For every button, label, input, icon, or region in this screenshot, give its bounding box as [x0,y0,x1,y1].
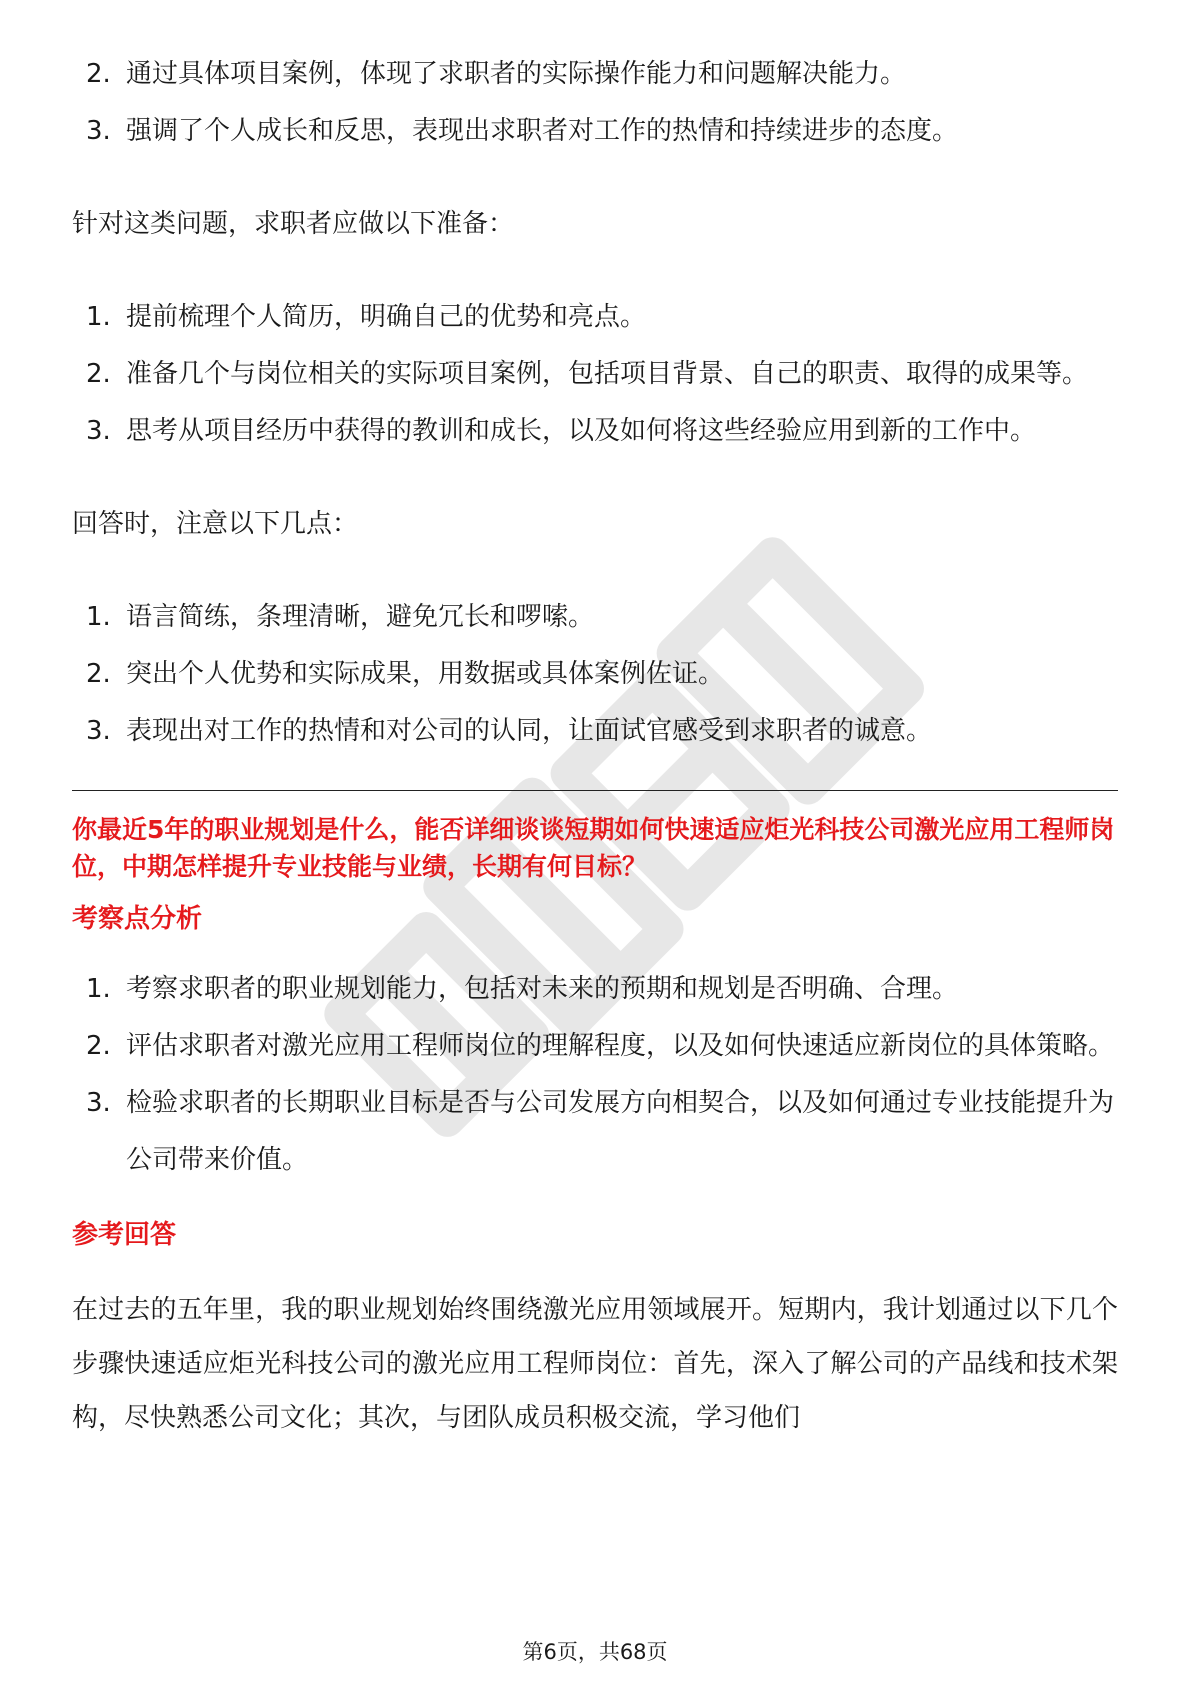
list-item [72,1018,1118,1075]
list-item [72,961,1118,1018]
list-item [72,103,1118,160]
list-number: 3. [86,716,111,746]
list-item [72,1075,1118,1189]
analysis-list [72,961,1118,1189]
list-item [72,346,1118,403]
list-text: 强调了个人成长和反思，表现出求职者对工作的热情和持续进步的态度。 [126,116,959,146]
list-number: 2. [86,359,111,389]
list-number: 3. [86,1088,111,1118]
list-text: 通过具体项目案例，体现了求职者的实际操作能力和问题解决能力。 [126,59,907,89]
prep-intro: 针对这类问题，求职者应做以下准备： [72,209,515,239]
answer-list [72,589,1118,760]
answer-intro: 回答时，注意以下几点： [72,509,359,539]
list-number: 3. [86,416,111,446]
list-number: 1. [86,302,111,332]
list-text: 表现出对工作的热情和对公司的认同，让面试官感受到求职者的诚意。 [126,716,933,746]
list-text: 提前梳理个人简历，明确自己的优势和亮点。 [126,302,647,332]
interview-question: 你最近5年的职业规划是什么，能否详细谈谈短期如何快速适应炬光科技公司激光应用工程师岗位，中期怎样提升专业技能与业绩，长期有何目标？ [72,815,1115,881]
list-text: 语言简练，条理清晰，避免冗长和啰嗦。 [126,602,595,632]
list-item [72,46,1118,103]
prep-list [72,289,1118,460]
list-item [72,403,1118,460]
page-content [72,46,1118,1445]
list-number: 2. [86,659,111,689]
section-divider [72,790,1118,791]
list-number: 2. [86,59,111,89]
list-number: 3. [86,116,111,146]
reference-answer: 在过去的五年里，我的职业规划始终围绕激光应用领域展开。短期内，我计划通过以下几个步骤快速适应炬光科技公司的激光应用工程师岗位：首先，深入了解公司的产品线和技术架构，尽快熟悉公司文化；其次，与团队成员积极交流，学习他们 [72,1295,1118,1433]
list-text: 准备几个与岗位相关的实际项目案例，包括项目背景、自己的职责、取得的成果等。 [126,359,1089,389]
analysis-heading: 考察点分析 [72,904,203,934]
list-item [72,589,1118,646]
list-number: 2. [86,1031,111,1061]
list-top [72,46,1118,160]
list-text: 检验求职者的长期职业目标是否与公司发展方向相契合，以及如何通过专业技能提升为公司带来价值。 [126,1088,1115,1175]
list-text: 考察求职者的职业规划能力，包括对未来的预期和规划是否明确、合理。 [126,974,959,1004]
list-item [72,646,1118,703]
list-text: 评估求职者对激光应用工程师岗位的理解程度，以及如何快速适应新岗位的具体策略。 [126,1031,1115,1061]
list-text: 思考从项目经历中获得的教训和成长，以及如何将这些经验应用到新的工作中。 [126,416,1037,446]
list-number: 1. [86,602,111,632]
page-footer: 第6页，共68页 [522,1640,668,1664]
reference-heading: 参考回答 [72,1220,177,1250]
list-item [72,703,1118,760]
list-item [72,289,1118,346]
list-number: 1. [86,974,111,1004]
list-text: 突出个人优势和实际成果，用数据或具体案例佐证。 [126,659,725,689]
